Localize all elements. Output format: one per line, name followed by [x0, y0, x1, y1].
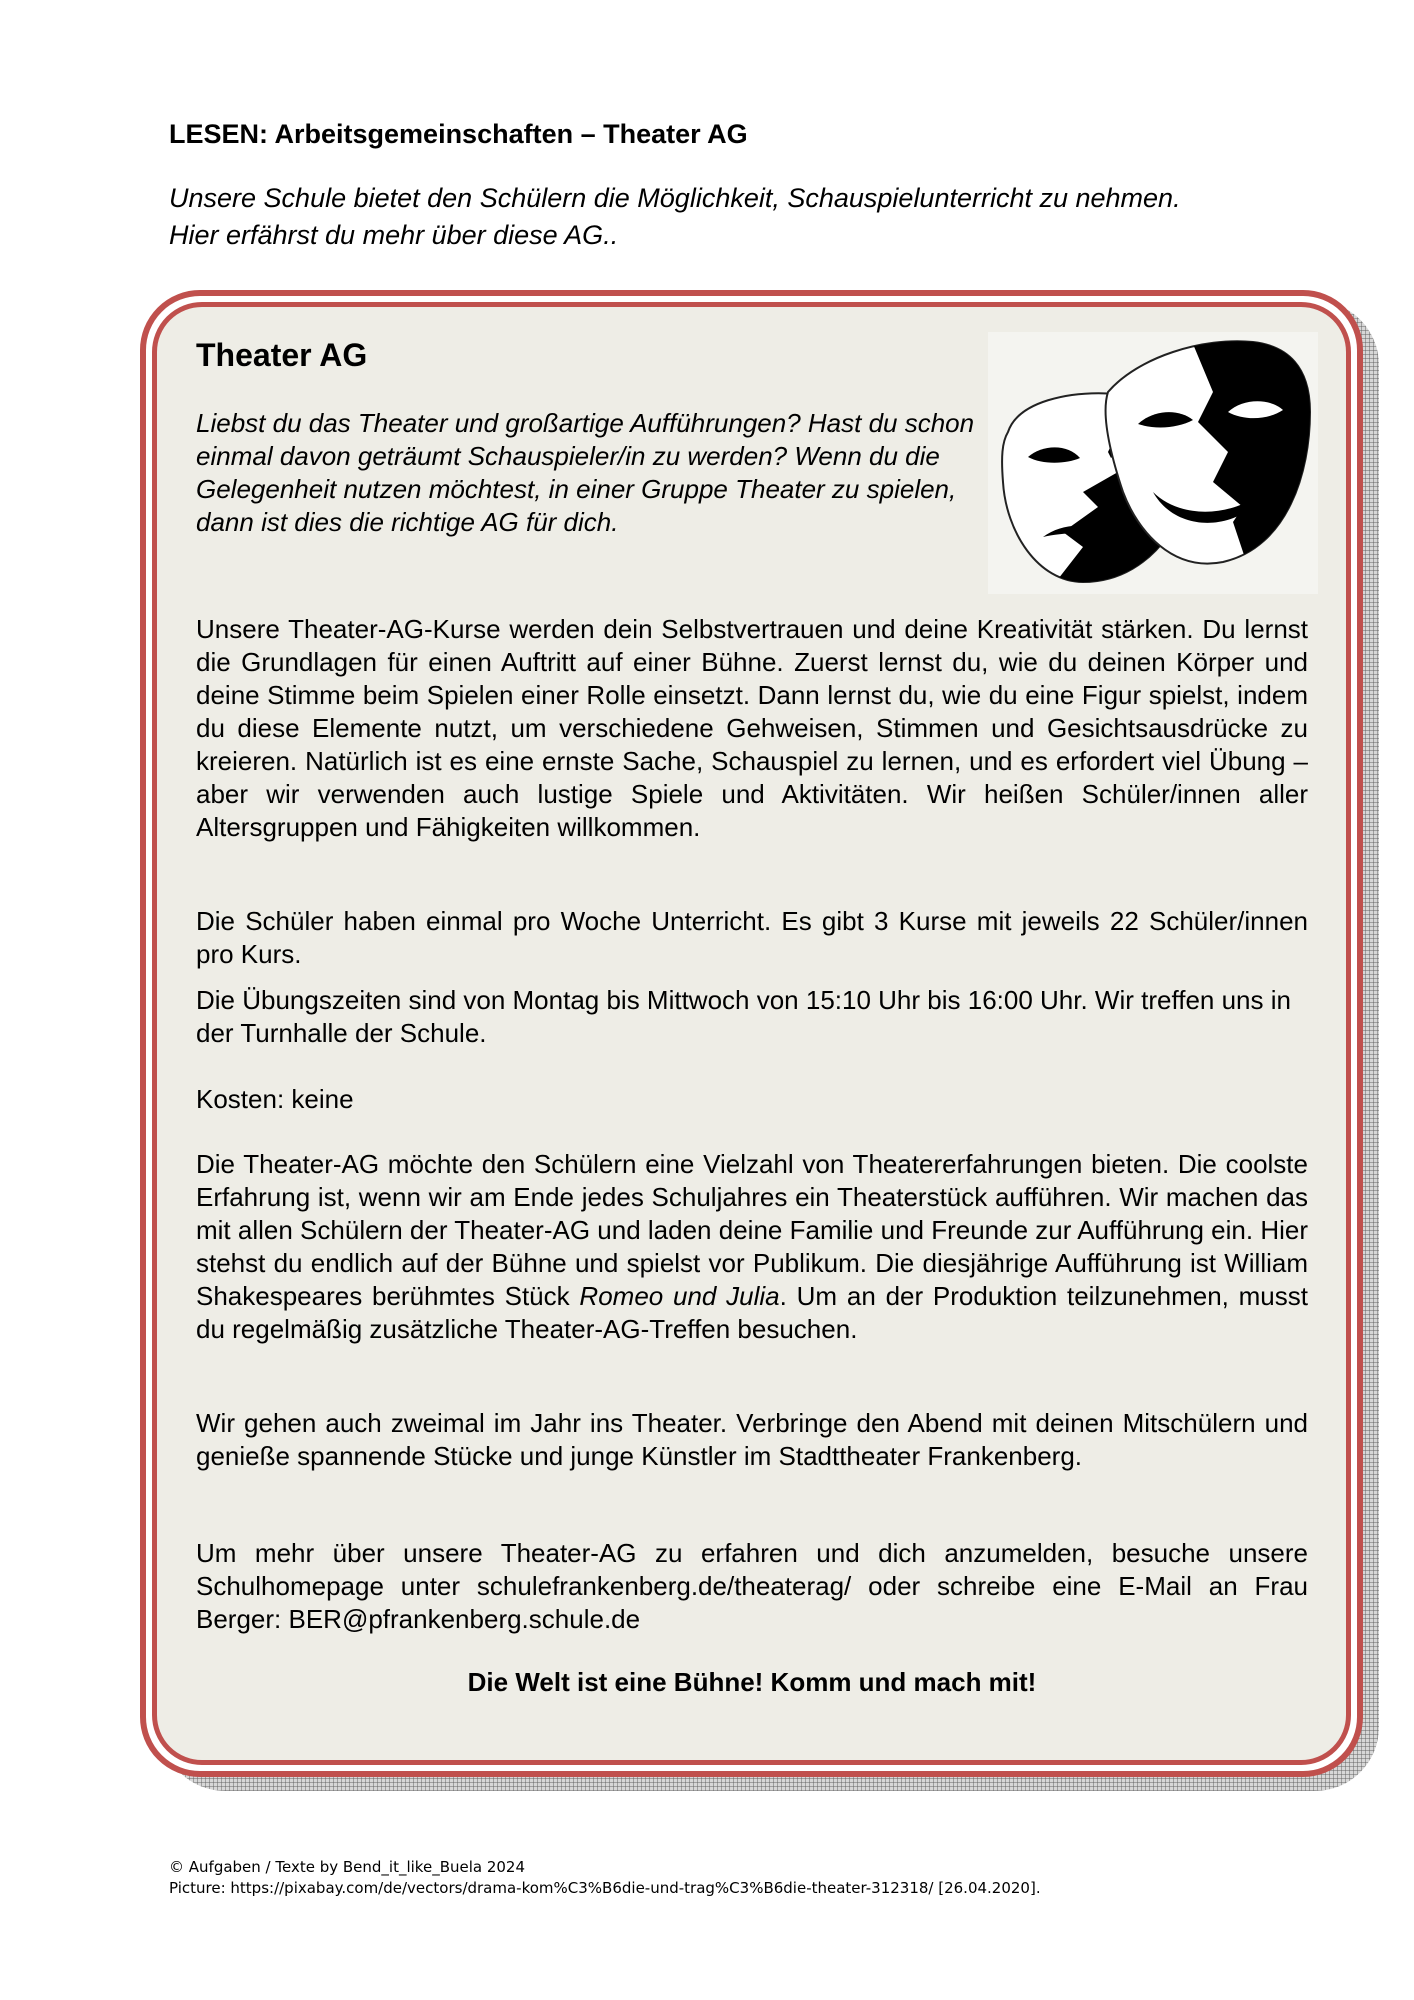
performance-text: Die Theater-AG möchte den Schülern eine Vielzahl von Theatererfahrungen bieten. Die coolste Erfahrung ist, wenn wir am Ende jedes Schuljahres ein Theaterstück aufführen. Wir machen das mit allen Schülern der Theater-AG und laden deine Familie und Freunde zur Aufführung ein. Hier stehst du endlich auf der Bühne und spielst vor Publikum. Die diesjährige Aufführung ist William Shakespeares berühmtes Stück [196, 1149, 1308, 1311]
paragraph-lessons: Die Schüler haben einmal pro Woche Unterricht. Es gibt 3 Kurse mit jeweils 22 Schüler/innen pro Kurs. [196, 906, 1308, 969]
paragraph-contact: Um mehr über unsere Theater-AG zu erfahren und dich anzumelden, besuche unsere Schulhomepage unter schulefrankenberg.de/theaterag/ oder schreibe eine E-Mail an Frau Berger: BER@pfrankenberg.schule.de [196, 1538, 1308, 1634]
intro-text [169, 180, 1181, 254]
card-title: Theater AG [196, 337, 368, 373]
footer [169, 1857, 1041, 1899]
intro-line-1: Unsere Schule bietet den Schülern die Möglichkeit, Schauspielunterricht zu nehmen. [169, 183, 1181, 213]
page-title: LESEN: Arbeitsgemeinschaften – Theater AG [169, 119, 748, 149]
drama-masks-image [988, 332, 1318, 594]
intro-line-2: Hier erfährst du mehr über diese AG.. [169, 220, 619, 250]
card-lead-text: Liebst du das Theater und großartige Aufführungen? Hast du schon einmal davon geträumt Schauspieler/in zu werden? Wenn du die Gelegenheit nutzen möchtest, in einer Gruppe Theater zu spielen, dann ist dies die richtige AG für dich. [196, 408, 975, 537]
copyright-text: © Aufgaben / Texte by Bend_it_like_Buela 2024 [169, 1858, 526, 1876]
closing-slogan: Die Welt ist eine Bühne! Komm und mach mit! [467, 1667, 1037, 1697]
play-title: Romeo und Julia [579, 1281, 780, 1311]
paragraph-times: Die Übungszeiten sind von Montag bis Mittwoch von 15:10 Uhr bis 16:00 Uhr. Wir treffen uns in der Turnhalle der Schule. [196, 985, 1291, 1048]
drama-masks-icon [988, 332, 1318, 594]
performance-text-end: . Um an der Produktion teilzunehmen, musst du regelmäßig zusätzliche Theater-AG-Treffen besuchen. [196, 1281, 1308, 1344]
paragraph-theater-visits: Wir gehen auch zweimal im Jahr ins Theater. Verbringe den Abend mit deinen Mitschülern und genieße spannende Stücke und junge Künstler im Stadttheater Frankenberg. [196, 1408, 1308, 1471]
picture-credit: Picture: https://pixabay.com/de/vectors/drama-kom%C3%B6die-und-trag%C3%B6die-theater-312318/ [26.04.2020]. [169, 1879, 1041, 1897]
paragraph-performance [196, 1148, 1308, 1346]
paragraph-course-description: Unsere Theater-AG-Kurse werden dein Selbstvertrauen und deine Kreativität stärken. Du lernst die Grundlagen für einen Auftritt auf einer Bühne. Zuerst lernst du, wie du deinen Körper und deine Stimme beim Spielen einer Rolle einsetzt. Dann lernst du, wie du eine Figur spielst, indem du diese Elemente nutzt, um verschiedene Gehweisen, Stimmen und Gesichtsausdrücke zu kreieren. Natürlich ist es eine ernste Sache, Schauspiel zu lernen, und es erfordert viel Übung – aber wir verwenden auch lustige Spiele und Aktivitäten. Wir heißen Schüler/innen aller Altersgruppen und Fähigkeiten willkommen. [196, 614, 1308, 842]
paragraph-costs: Kosten: keine [196, 1084, 354, 1114]
